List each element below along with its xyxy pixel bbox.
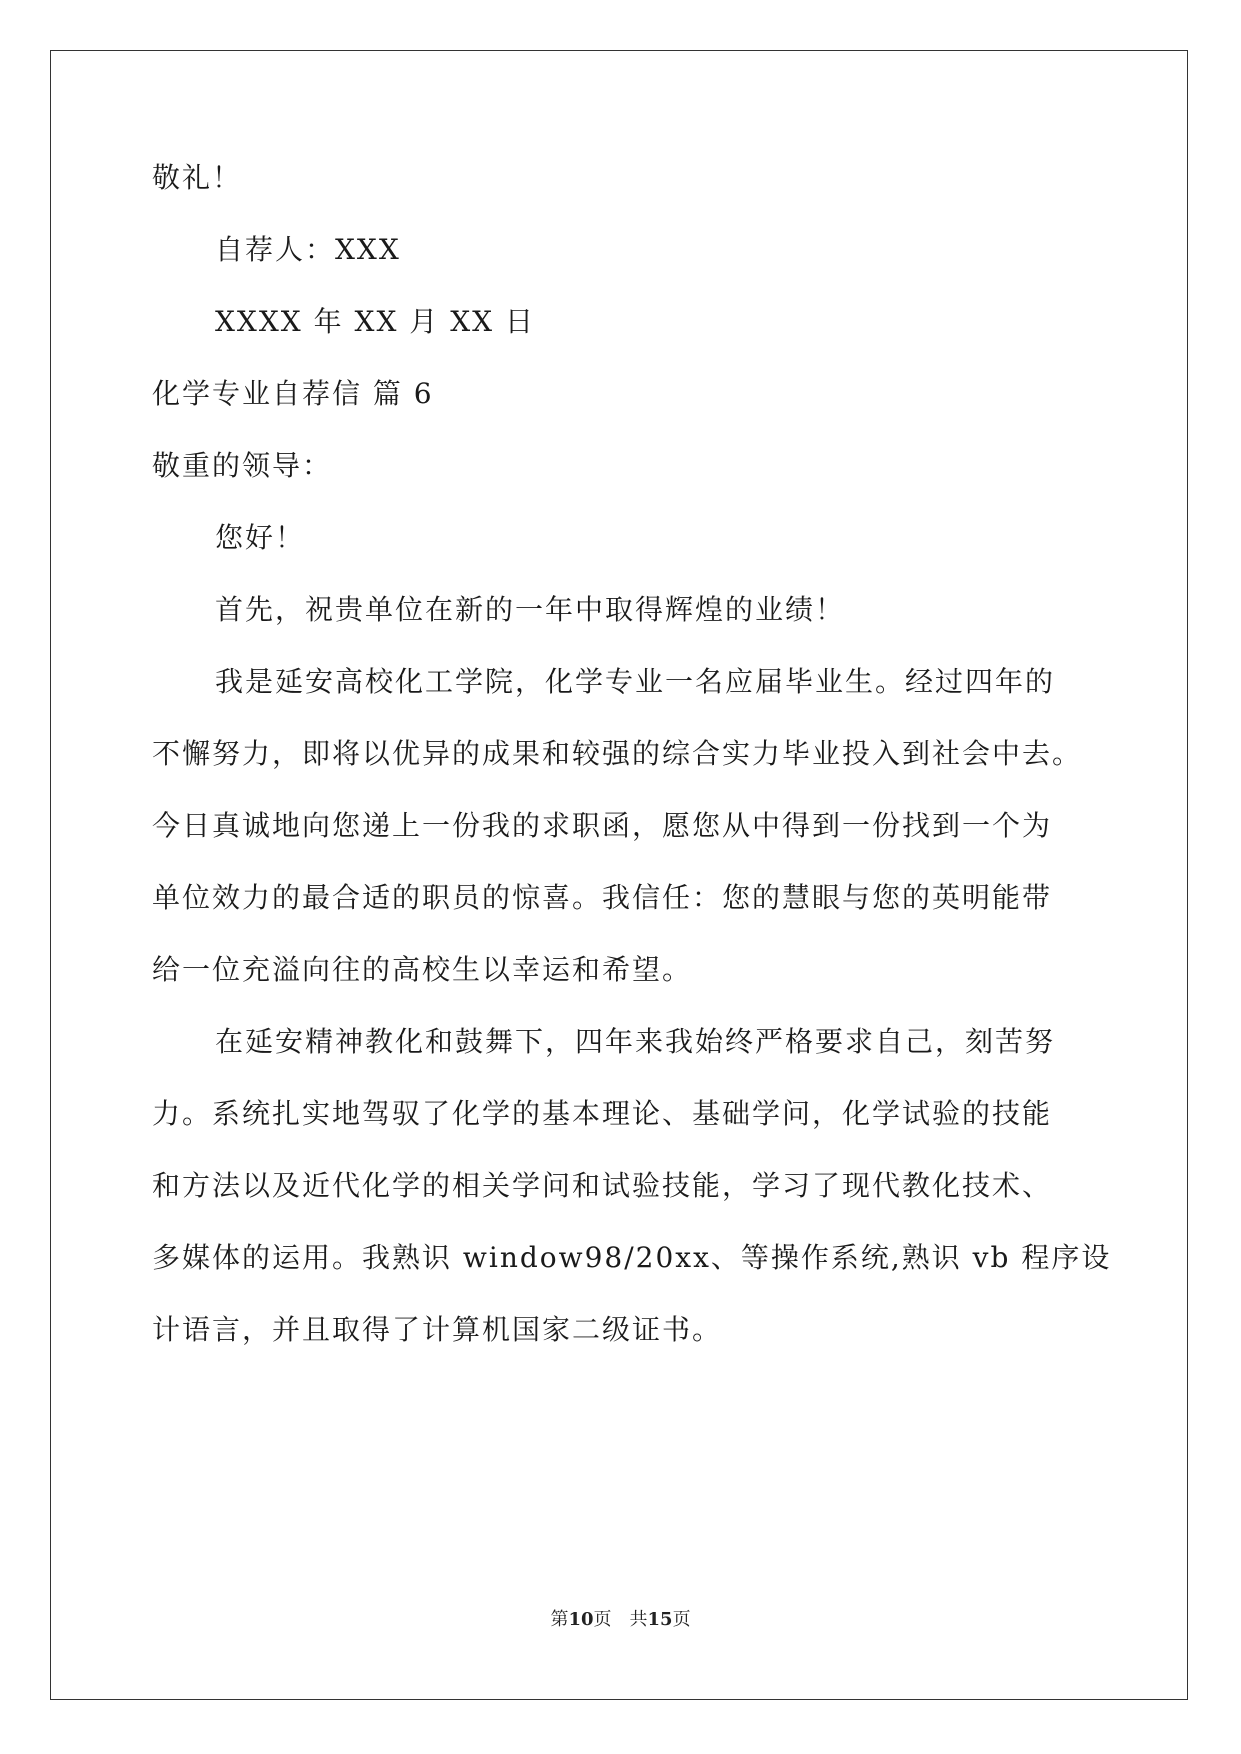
- paragraph-line: 在延安精神教化和鼓舞下，四年来我始终严格要求自己，刻苦努: [215, 1025, 1056, 1058]
- paragraph-line: 今日真诚地向您递上一份我的求职函，愿您从中得到一份找到一个为: [152, 809, 1053, 842]
- paragraph-line: 给一位充溢向往的高校生以幸运和希望。: [152, 953, 693, 986]
- footer-suffix: 页: [672, 1609, 691, 1630]
- section-title: 化学专业自荐信 篇 6: [152, 377, 434, 410]
- paragraph-line: 计语言，并且取得了计算机国家二级证书。: [152, 1313, 723, 1346]
- paragraph-line: 和方法以及近代化学的相关学问和试验技能，学习了现代教化技术、: [152, 1169, 1053, 1202]
- closing-line: 敬礼！: [152, 161, 243, 194]
- footer-mid: 页 共: [593, 1609, 648, 1630]
- paragraph-line: 力。系统扎实地驾驭了化学的基本理论、基础学问，化学试验的技能: [152, 1097, 1053, 1130]
- paragraph-line: 多媒体的运用。我熟识 window98/20xx、等操作系统,熟识 vb 程序设: [152, 1241, 1112, 1274]
- signature-line: 自荐人：XXX: [215, 233, 401, 266]
- total-page-number: 15: [647, 1609, 673, 1630]
- page-border: [50, 50, 1188, 1700]
- paragraph-line: 我是延安高校化工学院，化学专业一名应届毕业生。经过四年的: [215, 665, 1056, 698]
- page-footer: [0, 1608, 1241, 1632]
- paragraph-line: 单位效力的最合适的职员的惊喜。我信任：您的慧眼与您的英明能带: [152, 881, 1053, 914]
- paragraph-line: 不懈努力，即将以优异的成果和较强的综合实力毕业投入到社会中去。: [152, 737, 1083, 770]
- paragraph-line: 首先，祝贵单位在新的一年中取得辉煌的业绩！: [215, 593, 846, 626]
- greeting-line: 您好！: [215, 521, 306, 554]
- salutation-line: 敬重的领导：: [152, 449, 333, 482]
- current-page-number: 10: [568, 1609, 594, 1630]
- date-line: XXXX 年 XX 月 XX 日: [215, 305, 535, 338]
- footer-prefix: 第: [550, 1609, 569, 1630]
